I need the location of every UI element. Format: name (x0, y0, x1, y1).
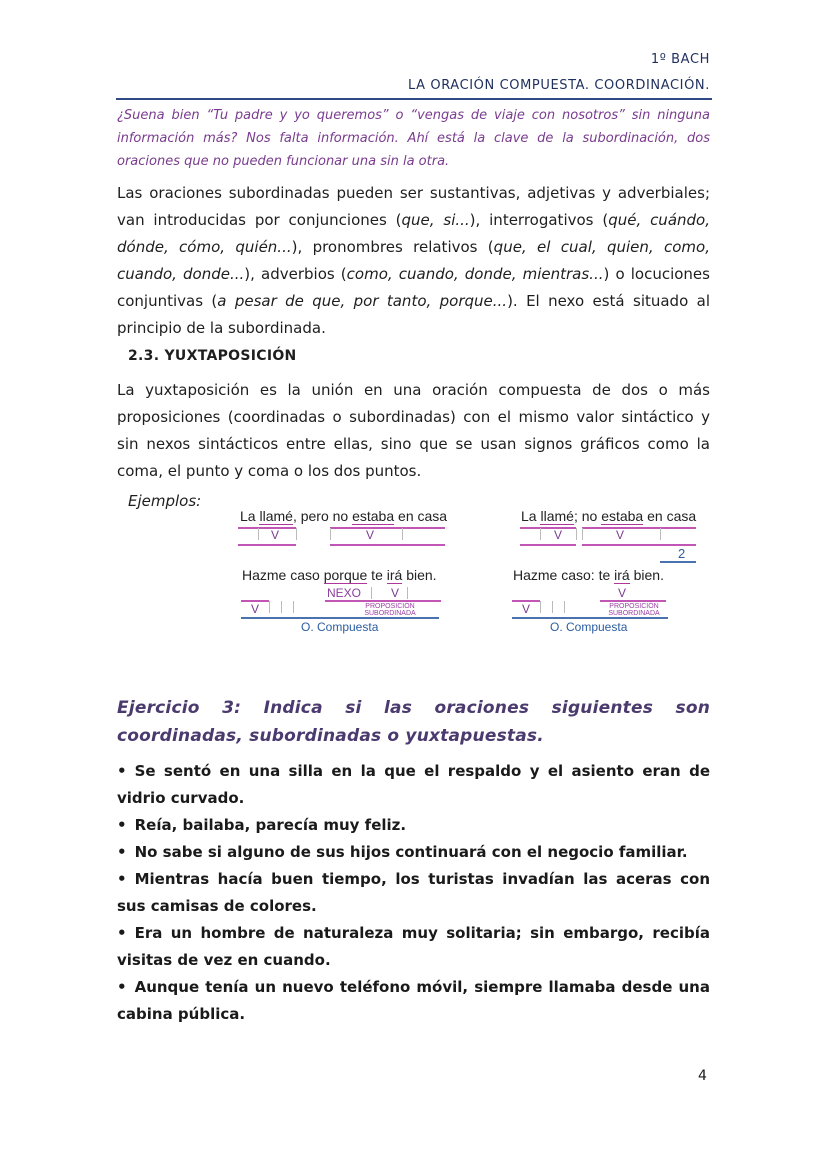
nexo-label: NEXO (327, 586, 362, 600)
verb-mark: V (616, 528, 625, 542)
bullet-icon: • (117, 978, 127, 996)
verb-mark: V (366, 528, 375, 542)
list-item: • Aunque tenía un nuevo teléfono móvil, siempre llamaba desde una cabina pública. (117, 978, 710, 1023)
header-rule (116, 98, 712, 100)
proposition-count: 2 (678, 546, 686, 561)
diagram-sentence: La llamé; no estaba en casa (521, 508, 697, 524)
list-item: • Se sentó en una silla en la que el respaldo y el asiento eran de vidrio curvado. (117, 762, 710, 807)
subordinadas-paragraph: Las oraciones subordinadas pueden ser sustantivas, adjetivas y adverbiales; van introducidas por conjunciones (que, si...), interrogativos (qué, cuándo, dónde, cómo, quién...), pronombres relativos (que, el cual, quien, como, cuando, donde...), adverbios (como, cuando, donde, mientras...) o locuciones conjuntivas (a pesar de que, por tanto, porque...). El nexo está situado al principio de la subordinada. (117, 184, 710, 337)
bullet-icon: • (117, 816, 127, 834)
diagram-yuxtapuesta-2 (512, 567, 682, 637)
diagram-sentence: La llamé, pero no estaba en casa (240, 508, 448, 524)
subordinada-label: SUBORDINADA (608, 610, 660, 617)
verb-mark: V (618, 586, 627, 600)
verb-mark: V (522, 602, 531, 616)
compuesta-label: O. Compuesta (301, 620, 379, 634)
diagram-subordinada (241, 567, 446, 637)
ejemplos-label: Ejemplos: (128, 492, 202, 510)
yuxtaposicion-paragraph: La yuxtaposición es la unión en una oración compuesta de dos o más proposiciones (coordinadas o subordinadas) con el mismo valor sintáctico y sin nexos sintácticos entre ellas, sino que se usan signos gráficos como la coma, el punto y coma o los dos puntos. (117, 381, 710, 480)
list-item: • Reía, bailaba, parecía muy feliz. (117, 816, 407, 834)
proposicion-label: PROPOSICIÓN (609, 603, 659, 610)
diagram-sentence: Hazme caso porque te irá bien. (242, 567, 437, 583)
bullet-icon: • (117, 924, 127, 942)
bullet-icon: • (117, 843, 127, 861)
verb-mark: V (391, 586, 400, 600)
diagram-sentence: Hazme caso: te irá bien. (513, 567, 664, 583)
bullet-icon: • (117, 870, 127, 888)
list-item: • Mientras hacía buen tiempo, los turistas invadían las aceras con sus camisas de colores. (117, 870, 710, 915)
header-title: LA ORACIÓN COMPUESTA. COORDINACIÓN. (408, 78, 710, 93)
diagram-coordinada (238, 508, 453, 558)
exercise-list (117, 758, 710, 1028)
verb-mark: V (251, 602, 260, 616)
verb-mark: V (271, 528, 280, 542)
bullet-icon: • (117, 762, 127, 780)
exercise-title: Ejercicio 3: Indica si las oraciones siguientes son coordinadas, subordinadas o yuxtapuestas. (117, 698, 710, 746)
list-item: • No sabe si alguno de sus hijos continuará con el negocio familiar. (117, 843, 688, 861)
proposicion-label: PROPOSICIÓN (365, 603, 415, 610)
subordinada-label: SUBORDINADA (364, 610, 416, 617)
diagram-yuxtapuesta-1 (520, 508, 700, 564)
header-course: 1º BACH (650, 52, 710, 67)
intro-paragraph: ¿Suena bien “Tu padre y yo queremos” o “vengas de viaje con nosotros” sin ninguna información más? Nos falta información. Ahí está la clave de la subordinación, dos oraciones que no pueden funcionar una sin la otra. (117, 108, 710, 169)
compuesta-label: O. Compuesta (550, 620, 628, 634)
list-item: • Era un hombre de naturaleza muy solitaria; sin embargo, recibía visitas de vez en cuando. (117, 924, 710, 969)
page-number: 4 (698, 1068, 707, 1084)
verb-mark: V (554, 528, 563, 542)
section-heading: 2.3. YUXTAPOSICIÓN (128, 348, 297, 364)
